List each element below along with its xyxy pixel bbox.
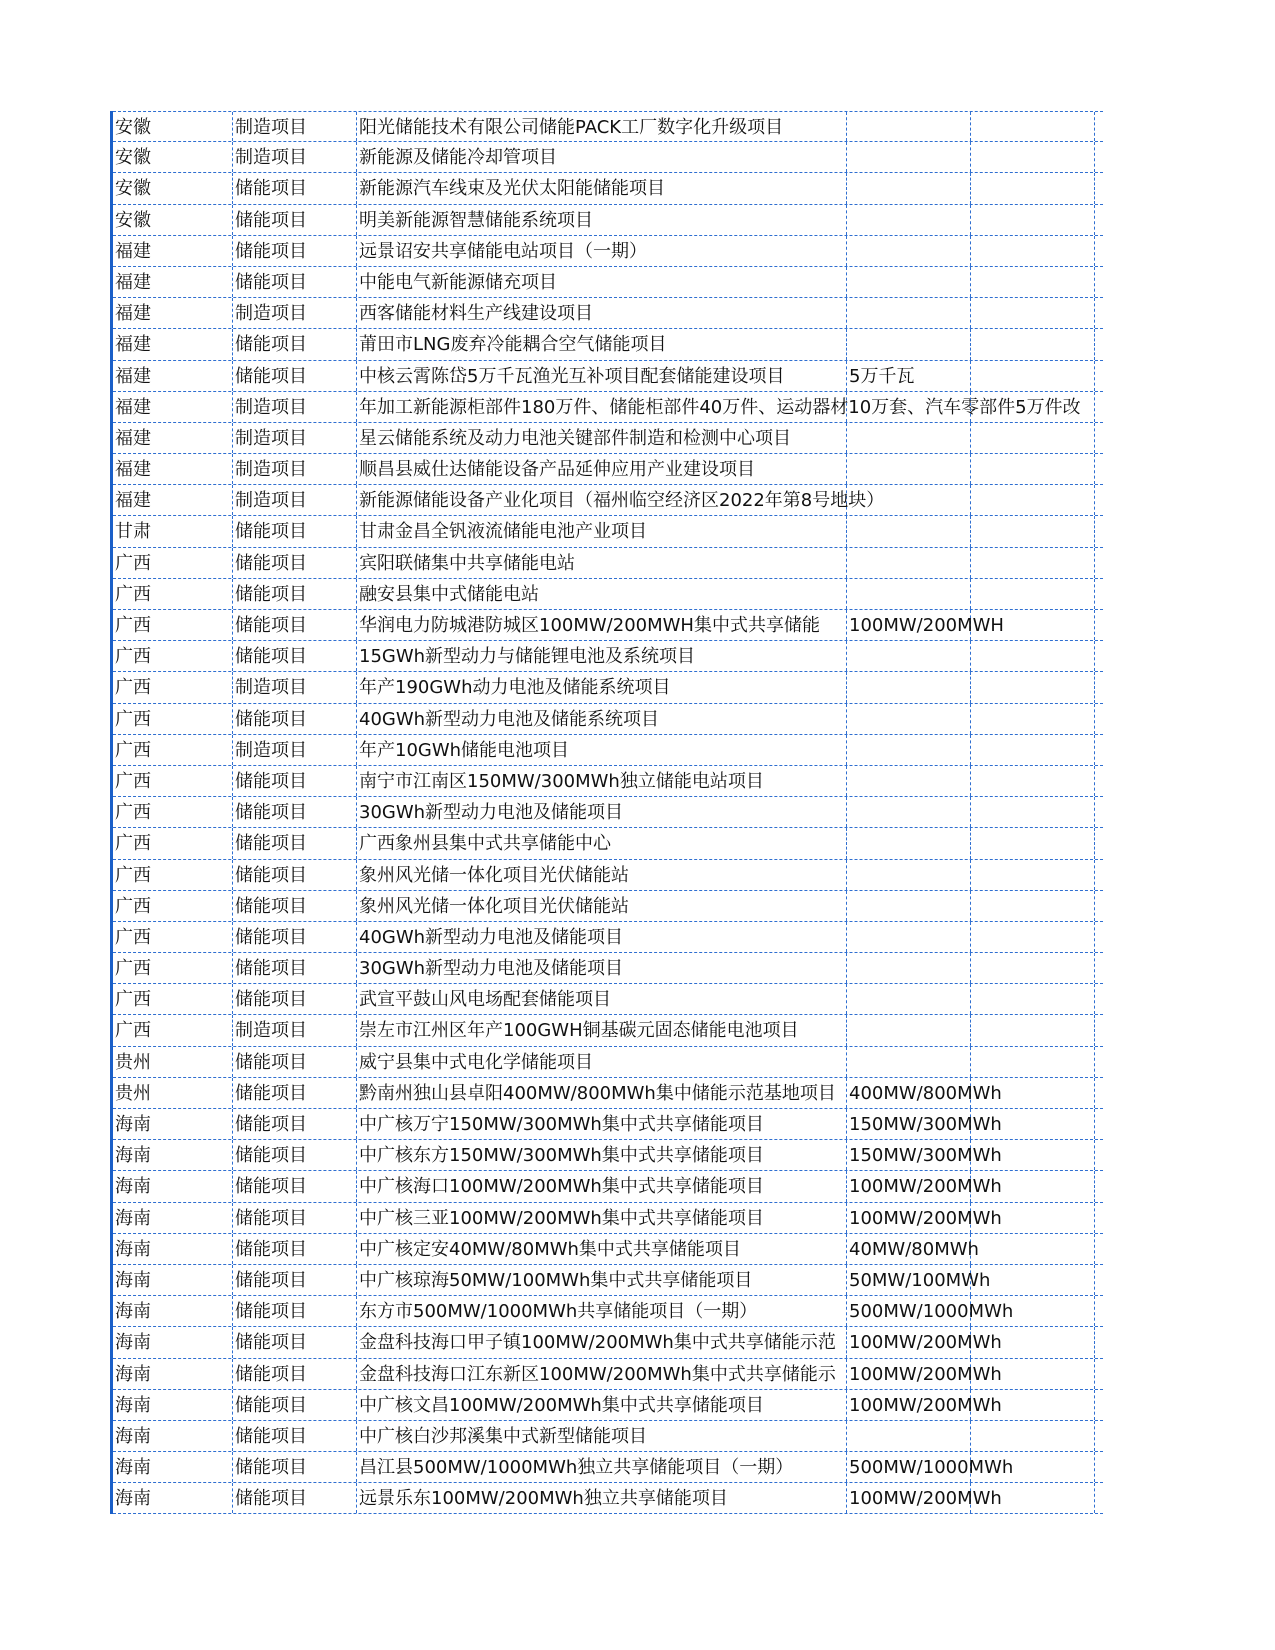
table-row — [113, 485, 1103, 516]
project-name-cell[interactable]: 甘肃金昌全钒液流储能电池产业项目 — [357, 516, 847, 546]
project-name-cell[interactable]: 宾阳联储集中共享储能电站 — [357, 548, 847, 578]
project-name-cell[interactable]: 40GWh新型动力电池及储能系统项目 — [357, 704, 847, 734]
capacity-cell[interactable] — [847, 922, 971, 952]
table-row — [113, 1327, 1103, 1358]
province-cell[interactable]: 广西 — [113, 860, 233, 890]
extra-cell[interactable] — [971, 454, 1095, 484]
province-cell[interactable]: 福建 — [113, 361, 233, 391]
province-cell[interactable]: 贵州 — [113, 1047, 233, 1077]
category-cell[interactable]: 储能项目 — [233, 984, 357, 1014]
capacity-cell[interactable] — [847, 1047, 971, 1077]
table-row — [113, 579, 1103, 610]
capacity-cell[interactable] — [847, 860, 971, 890]
extra-cell[interactable] — [971, 423, 1095, 453]
category-cell[interactable]: 制造项目 — [233, 112, 357, 141]
table-row — [113, 298, 1103, 329]
table-row — [113, 1203, 1103, 1234]
category-cell[interactable]: 制造项目 — [233, 392, 357, 422]
province-cell[interactable]: 广西 — [113, 704, 233, 734]
capacity-cell[interactable] — [847, 112, 971, 141]
project-name-cell[interactable]: 新能源储能设备产业化项目（福州临空经济区2022年第8号地块） — [357, 485, 847, 515]
extra-cell[interactable] — [971, 891, 1095, 921]
extra-cell[interactable] — [971, 205, 1095, 235]
province-cell[interactable]: 广西 — [113, 641, 233, 671]
project-name-cell[interactable]: 金盘科技海口江东新区100MW/200MWh集中式共享储能示 — [357, 1359, 847, 1389]
category-cell[interactable]: 制造项目 — [233, 735, 357, 765]
capacity-cell[interactable] — [847, 984, 971, 1014]
province-cell[interactable]: 海南 — [113, 1390, 233, 1420]
extra-cell[interactable] — [971, 236, 1095, 266]
project-name-cell[interactable]: 象州风光储一体化项目光伏储能站 — [357, 860, 847, 890]
capacity-cell[interactable] — [847, 953, 971, 983]
project-name-cell[interactable]: 威宁县集中式电化学储能项目 — [357, 1047, 847, 1077]
table-row — [113, 236, 1103, 267]
province-cell[interactable]: 广西 — [113, 828, 233, 858]
capacity-cell[interactable]: 5万千瓦 — [847, 361, 971, 391]
province-cell[interactable]: 广西 — [113, 672, 233, 702]
table-row — [113, 641, 1103, 672]
project-name-cell[interactable]: 西客储能材料生产线建设项目 — [357, 298, 847, 328]
extra-cell[interactable] — [971, 329, 1095, 359]
capacity-cell[interactable] — [847, 579, 971, 609]
capacity-cell[interactable]: 100MW/200MWH — [847, 610, 971, 640]
province-cell[interactable]: 海南 — [113, 1109, 233, 1139]
capacity-cell[interactable] — [847, 236, 971, 266]
category-cell[interactable]: 储能项目 — [233, 548, 357, 578]
category-cell[interactable]: 储能项目 — [233, 516, 357, 546]
project-name-cell[interactable]: 中广核海口100MW/200MWh集中式共享储能项目 — [357, 1171, 847, 1201]
project-name-cell[interactable]: 40GWh新型动力电池及储能项目 — [357, 922, 847, 952]
category-cell[interactable]: 储能项目 — [233, 828, 357, 858]
capacity-cell[interactable]: 100MW/200MWh — [847, 1327, 971, 1357]
extra-cell[interactable] — [971, 112, 1095, 141]
extra-cell[interactable] — [971, 579, 1095, 609]
project-name-cell[interactable]: 广西象州县集中式共享储能中心 — [357, 828, 847, 858]
capacity-cell[interactable]: 50MW/100MWh — [847, 1265, 971, 1295]
province-cell[interactable]: 安徽 — [113, 142, 233, 172]
category-cell[interactable]: 储能项目 — [233, 1171, 357, 1201]
table-row — [113, 828, 1103, 859]
category-cell[interactable]: 制造项目 — [233, 423, 357, 453]
extra-cell[interactable] — [971, 1359, 1095, 1389]
extra-cell[interactable] — [971, 298, 1095, 328]
category-cell[interactable]: 储能项目 — [233, 610, 357, 640]
category-cell[interactable]: 储能项目 — [233, 860, 357, 890]
project-name-cell[interactable]: 中能电气新能源储充项目 — [357, 267, 847, 297]
project-name-cell[interactable]: 中核云霄陈岱5万千瓦渔光互补项目配套储能建设项目 — [357, 361, 847, 391]
capacity-cell[interactable] — [847, 392, 971, 422]
table-row — [113, 891, 1103, 922]
category-cell[interactable]: 储能项目 — [233, 1296, 357, 1326]
project-name-cell[interactable]: 中广核三亚100MW/200MWh集中式共享储能项目 — [357, 1203, 847, 1233]
category-cell[interactable]: 制造项目 — [233, 142, 357, 172]
table-row — [113, 735, 1103, 766]
spreadsheet-table — [110, 111, 1103, 1514]
extra-cell[interactable] — [971, 548, 1095, 578]
province-cell[interactable]: 广西 — [113, 984, 233, 1014]
category-cell[interactable]: 储能项目 — [233, 329, 357, 359]
capacity-cell[interactable] — [847, 797, 971, 827]
project-name-cell[interactable]: 东方市500MW/1000MWh共享储能项目（一期） — [357, 1296, 847, 1326]
category-cell[interactable]: 制造项目 — [233, 454, 357, 484]
extra-cell[interactable] — [971, 922, 1095, 952]
table-row — [113, 454, 1103, 485]
table-row — [113, 1421, 1103, 1452]
province-cell[interactable]: 安徽 — [113, 205, 233, 235]
extra-cell[interactable] — [971, 1140, 1095, 1170]
capacity-cell[interactable] — [847, 485, 971, 515]
province-cell[interactable]: 海南 — [113, 1171, 233, 1201]
capacity-cell[interactable] — [847, 1015, 971, 1045]
province-cell[interactable]: 海南 — [113, 1483, 233, 1513]
table-row — [113, 173, 1103, 204]
project-name-cell[interactable]: 阳光储能技术有限公司储能PACK工厂数字化升级项目 — [357, 112, 847, 141]
extra-cell[interactable] — [971, 1015, 1095, 1045]
capacity-cell[interactable] — [847, 704, 971, 734]
extra-cell[interactable] — [971, 1171, 1095, 1201]
table-row — [113, 1483, 1103, 1514]
category-cell[interactable]: 储能项目 — [233, 579, 357, 609]
project-name-cell[interactable]: 15GWh新型动力与储能锂电池及系统项目 — [357, 641, 847, 671]
province-cell[interactable]: 贵州 — [113, 1078, 233, 1108]
capacity-cell[interactable] — [847, 173, 971, 203]
project-name-cell[interactable]: 中广核东方150MW/300MWh集中式共享储能项目 — [357, 1140, 847, 1170]
capacity-cell[interactable]: 500MW/1000MWh — [847, 1452, 971, 1482]
table-row — [113, 1047, 1103, 1078]
category-cell[interactable]: 储能项目 — [233, 891, 357, 921]
extra-cell[interactable] — [971, 672, 1095, 702]
project-name-cell[interactable]: 莆田市LNG废弃冷能耦合空气储能项目 — [357, 329, 847, 359]
project-name-cell[interactable]: 远景诏安共享储能电站项目（一期） — [357, 236, 847, 266]
table-row — [113, 1359, 1103, 1390]
table-row — [113, 1452, 1103, 1483]
extra-cell[interactable] — [971, 1296, 1095, 1326]
project-name-cell[interactable]: 年加工新能源柜部件180万件、储能柜部件40万件、运动器材10万套、汽车零部件5万件改 — [357, 392, 847, 422]
capacity-cell[interactable] — [847, 205, 971, 235]
table-row — [113, 142, 1103, 173]
project-name-cell[interactable]: 明美新能源智慧储能系统项目 — [357, 205, 847, 235]
extra-cell[interactable] — [971, 1483, 1095, 1513]
province-cell[interactable]: 广西 — [113, 1015, 233, 1045]
category-cell[interactable]: 储能项目 — [233, 922, 357, 952]
province-cell[interactable]: 广西 — [113, 797, 233, 827]
extra-cell[interactable] — [971, 1078, 1095, 1108]
category-cell[interactable]: 储能项目 — [233, 1078, 357, 1108]
category-cell[interactable]: 储能项目 — [233, 267, 357, 297]
province-cell[interactable]: 福建 — [113, 423, 233, 453]
table-row — [113, 392, 1103, 423]
province-cell[interactable]: 福建 — [113, 236, 233, 266]
province-cell[interactable]: 海南 — [113, 1234, 233, 1264]
table-row — [113, 516, 1103, 547]
category-cell[interactable]: 储能项目 — [233, 1359, 357, 1389]
table-row — [113, 548, 1103, 579]
category-cell[interactable]: 储能项目 — [233, 1265, 357, 1295]
capacity-cell[interactable] — [847, 828, 971, 858]
province-cell[interactable]: 安徽 — [113, 173, 233, 203]
project-name-cell[interactable]: 新能源及储能冷却管项目 — [357, 142, 847, 172]
category-cell[interactable]: 储能项目 — [233, 1234, 357, 1264]
province-cell[interactable]: 甘肃 — [113, 516, 233, 546]
table-row — [113, 111, 1103, 142]
extra-cell[interactable] — [971, 1390, 1095, 1420]
capacity-cell[interactable] — [847, 548, 971, 578]
category-cell[interactable]: 储能项目 — [233, 1327, 357, 1357]
capacity-cell[interactable] — [847, 891, 971, 921]
capacity-cell[interactable]: 100MW/200MWh — [847, 1359, 971, 1389]
table-row — [113, 361, 1103, 392]
province-cell[interactable]: 广西 — [113, 735, 233, 765]
table-row — [113, 672, 1103, 703]
province-cell[interactable]: 海南 — [113, 1327, 233, 1357]
project-name-cell[interactable]: 年产10GWh储能电池项目 — [357, 735, 847, 765]
province-cell[interactable]: 海南 — [113, 1140, 233, 1170]
extra-cell[interactable] — [971, 1109, 1095, 1139]
category-cell[interactable]: 储能项目 — [233, 766, 357, 796]
category-cell[interactable]: 储能项目 — [233, 1390, 357, 1420]
extra-cell[interactable] — [971, 1421, 1095, 1451]
capacity-cell[interactable]: 100MW/200MWh — [847, 1203, 971, 1233]
category-cell[interactable]: 储能项目 — [233, 1421, 357, 1451]
table-row — [113, 1140, 1103, 1171]
extra-cell[interactable] — [971, 984, 1095, 1014]
capacity-cell[interactable] — [847, 423, 971, 453]
project-name-cell[interactable]: 中广核琼海50MW/100MWh集中式共享储能项目 — [357, 1265, 847, 1295]
extra-cell[interactable] — [971, 173, 1095, 203]
category-cell[interactable]: 制造项目 — [233, 672, 357, 702]
category-cell[interactable]: 制造项目 — [233, 485, 357, 515]
capacity-cell[interactable] — [847, 735, 971, 765]
project-name-cell[interactable]: 金盘科技海口甲子镇100MW/200MWh集中式共享储能示范 — [357, 1327, 847, 1357]
capacity-cell[interactable]: 500MW/1000MWh — [847, 1296, 971, 1326]
province-cell[interactable]: 海南 — [113, 1452, 233, 1482]
province-cell[interactable]: 广西 — [113, 891, 233, 921]
extra-cell[interactable] — [971, 1327, 1095, 1357]
project-name-cell[interactable]: 中广核定安40MW/80MWh集中式共享储能项目 — [357, 1234, 847, 1264]
extra-cell[interactable] — [971, 142, 1095, 172]
category-cell[interactable]: 储能项目 — [233, 236, 357, 266]
table-row — [113, 1078, 1103, 1109]
province-cell[interactable]: 广西 — [113, 579, 233, 609]
project-name-cell[interactable]: 星云储能系统及动力电池关键部件制造和检测中心项目 — [357, 423, 847, 453]
extra-cell[interactable] — [971, 1234, 1095, 1264]
category-cell[interactable]: 储能项目 — [233, 173, 357, 203]
table-row — [113, 610, 1103, 641]
table-row — [113, 1265, 1103, 1296]
province-cell[interactable]: 福建 — [113, 298, 233, 328]
project-name-cell[interactable]: 年产190GWh动力电池及储能系统项目 — [357, 672, 847, 702]
capacity-cell[interactable]: 100MW/200MWh — [847, 1483, 971, 1513]
capacity-cell[interactable]: 150MW/300MWh — [847, 1140, 971, 1170]
capacity-cell[interactable] — [847, 1421, 971, 1451]
project-name-cell[interactable]: 中广核文昌100MW/200MWh集中式共享储能项目 — [357, 1390, 847, 1420]
province-cell[interactable]: 广西 — [113, 548, 233, 578]
project-name-cell[interactable]: 南宁市江南区150MW/300MWh独立储能电站项目 — [357, 766, 847, 796]
capacity-cell[interactable] — [847, 267, 971, 297]
project-name-cell[interactable]: 象州风光储一体化项目光伏储能站 — [357, 891, 847, 921]
project-name-cell[interactable]: 武宣平鼓山风电场配套储能项目 — [357, 984, 847, 1014]
capacity-cell[interactable] — [847, 454, 971, 484]
province-cell[interactable]: 广西 — [113, 953, 233, 983]
table-row — [113, 1171, 1103, 1202]
category-cell[interactable]: 储能项目 — [233, 797, 357, 827]
capacity-cell[interactable]: 100MW/200MWh — [847, 1171, 971, 1201]
province-cell[interactable]: 广西 — [113, 766, 233, 796]
category-cell[interactable]: 储能项目 — [233, 641, 357, 671]
province-cell[interactable]: 广西 — [113, 610, 233, 640]
province-cell[interactable]: 福建 — [113, 267, 233, 297]
category-cell[interactable]: 储能项目 — [233, 1140, 357, 1170]
province-cell[interactable]: 安徽 — [113, 112, 233, 141]
category-cell[interactable]: 储能项目 — [233, 1452, 357, 1482]
table-row — [113, 1015, 1103, 1046]
capacity-cell[interactable] — [847, 329, 971, 359]
category-cell[interactable]: 储能项目 — [233, 1483, 357, 1513]
capacity-cell[interactable] — [847, 641, 971, 671]
category-cell[interactable]: 储能项目 — [233, 1109, 357, 1139]
extra-cell[interactable] — [971, 1452, 1095, 1482]
extra-cell[interactable] — [971, 860, 1095, 890]
province-cell[interactable]: 海南 — [113, 1203, 233, 1233]
extra-cell[interactable] — [971, 516, 1095, 546]
extra-cell[interactable] — [971, 766, 1095, 796]
province-cell[interactable]: 福建 — [113, 454, 233, 484]
table-row — [113, 267, 1103, 298]
capacity-cell[interactable] — [847, 516, 971, 546]
table-row — [113, 1390, 1103, 1421]
extra-cell[interactable] — [971, 392, 1095, 422]
table-row — [113, 984, 1103, 1015]
province-cell[interactable]: 海南 — [113, 1265, 233, 1295]
extra-cell[interactable] — [971, 797, 1095, 827]
project-name-cell[interactable]: 顺昌县威仕达储能设备产品延伸应用产业建设项目 — [357, 454, 847, 484]
extra-cell[interactable] — [971, 361, 1095, 391]
project-name-cell[interactable]: 中广核万宁150MW/300MWh集中式共享储能项目 — [357, 1109, 847, 1139]
project-name-cell[interactable]: 中广核白沙邦溪集中式新型储能项目 — [357, 1421, 847, 1451]
province-cell[interactable]: 福建 — [113, 485, 233, 515]
project-name-cell[interactable]: 新能源汽车线束及光伏太阳能储能项目 — [357, 173, 847, 203]
category-cell[interactable]: 制造项目 — [233, 298, 357, 328]
category-cell[interactable]: 储能项目 — [233, 1203, 357, 1233]
table-row — [113, 953, 1103, 984]
extra-cell[interactable] — [971, 1047, 1095, 1077]
capacity-cell[interactable]: 150MW/300MWh — [847, 1109, 971, 1139]
table-row — [113, 766, 1103, 797]
table-row — [113, 423, 1103, 454]
capacity-cell[interactable]: 100MW/200MWh — [847, 1390, 971, 1420]
project-name-cell[interactable]: 融安县集中式储能电站 — [357, 579, 847, 609]
capacity-cell[interactable] — [847, 142, 971, 172]
category-cell[interactable]: 储能项目 — [233, 1047, 357, 1077]
project-name-cell[interactable]: 远景乐东100MW/200MWh独立共享储能项目 — [357, 1483, 847, 1513]
category-cell[interactable]: 储能项目 — [233, 361, 357, 391]
extra-cell[interactable] — [971, 828, 1095, 858]
extra-cell[interactable] — [971, 610, 1095, 640]
project-name-cell[interactable]: 崇左市江州区年产100GWH铜基碳元固态储能电池项目 — [357, 1015, 847, 1045]
category-cell[interactable]: 制造项目 — [233, 1015, 357, 1045]
province-cell[interactable]: 海南 — [113, 1296, 233, 1326]
province-cell[interactable]: 福建 — [113, 392, 233, 422]
capacity-cell[interactable]: 40MW/80MWh — [847, 1234, 971, 1264]
category-cell[interactable]: 储能项目 — [233, 205, 357, 235]
project-name-cell[interactable]: 30GWh新型动力电池及储能项目 — [357, 953, 847, 983]
extra-cell[interactable] — [971, 704, 1095, 734]
table-row — [113, 860, 1103, 891]
province-cell[interactable]: 海南 — [113, 1359, 233, 1389]
table-row — [113, 1109, 1103, 1140]
table-row — [113, 1296, 1103, 1327]
table-row — [113, 704, 1103, 735]
project-name-cell[interactable]: 华润电力防城港防城区100MW/200MWH集中式共享储能 — [357, 610, 847, 640]
capacity-cell[interactable] — [847, 766, 971, 796]
table-row — [113, 922, 1103, 953]
extra-cell[interactable] — [971, 1265, 1095, 1295]
capacity-cell[interactable]: 400MW/800MWh — [847, 1078, 971, 1108]
province-cell[interactable]: 海南 — [113, 1421, 233, 1451]
table-row — [113, 1234, 1103, 1265]
extra-cell[interactable] — [971, 641, 1095, 671]
table-row — [113, 797, 1103, 828]
extra-cell[interactable] — [971, 1203, 1095, 1233]
province-cell[interactable]: 广西 — [113, 922, 233, 952]
project-name-cell[interactable]: 昌江县500MW/1000MWh独立共享储能项目（一期） — [357, 1452, 847, 1482]
project-name-cell[interactable]: 30GWh新型动力电池及储能项目 — [357, 797, 847, 827]
extra-cell[interactable] — [971, 735, 1095, 765]
capacity-cell[interactable] — [847, 298, 971, 328]
table-row — [113, 329, 1103, 360]
province-cell[interactable]: 福建 — [113, 329, 233, 359]
extra-cell[interactable] — [971, 953, 1095, 983]
extra-cell[interactable] — [971, 267, 1095, 297]
project-name-cell[interactable]: 黔南州独山县卓阳400MW/800MWh集中储能示范基地项目 — [357, 1078, 847, 1108]
table-row — [113, 205, 1103, 236]
capacity-cell[interactable] — [847, 672, 971, 702]
extra-cell[interactable] — [971, 485, 1095, 515]
category-cell[interactable]: 储能项目 — [233, 704, 357, 734]
category-cell[interactable]: 储能项目 — [233, 953, 357, 983]
